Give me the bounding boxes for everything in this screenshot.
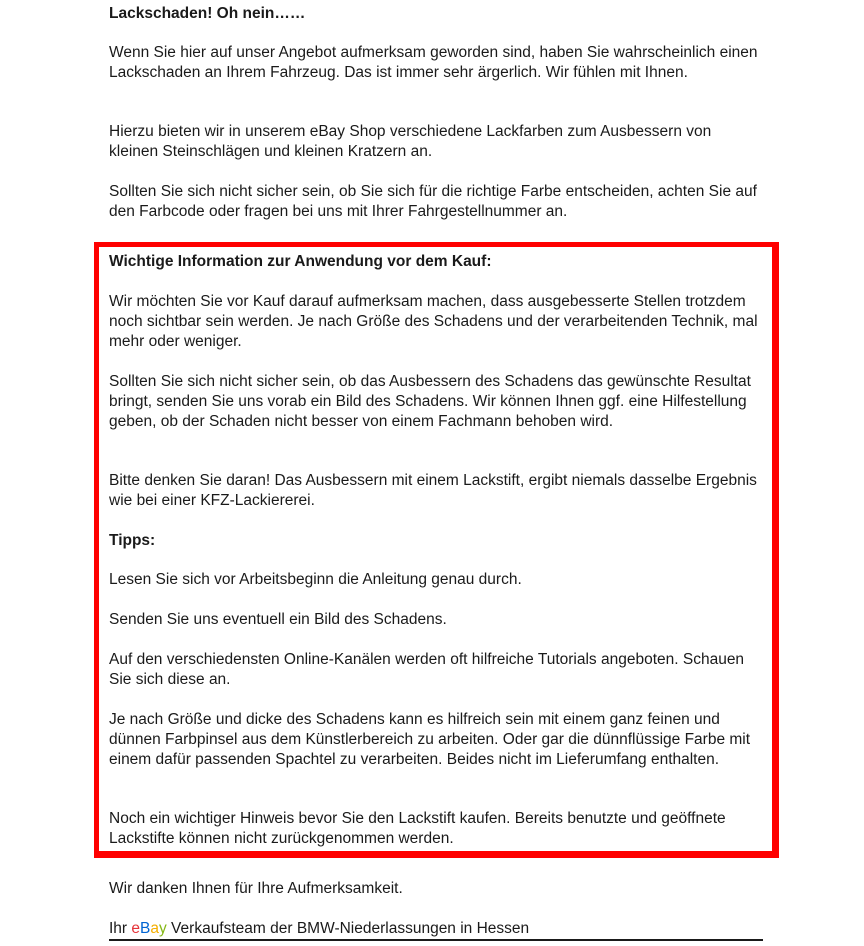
signature-prefix: Ihr (109, 920, 132, 937)
intro-heading: Lackschaden! Oh nein…… (109, 5, 306, 22)
intro-paragraph-1: Wenn Sie hier auf unser Angebot aufmerksam geworden sind, haben Sie wahrscheinlich einen Lackschaden an Ihrem Fahrzeug. Das ist immer sehr ärgerlich. Wir fühlen mit Ihnen. (109, 44, 758, 81)
intro-paragraph-3: Sollten Sie sich nicht sicher sein, ob Sie sich für die richtige Farbe entscheiden, achten Sie auf den Farbcode oder fragen bei uns mit Ihrer Fahrgestellnummer an. (109, 183, 757, 220)
tip-item-4: Je nach Größe und dicke des Schadens kann es hilfreich sein mit einem ganz feinen und dünnen Farbpinsel aus dem Künstlerbereich zu arbeiten. Oder gar die dünnflüssige Farbe mit einem dafür passenden Spachtel zu verarbeiten. Beides nicht im Lieferumfang enthalten. (109, 711, 751, 768)
tip-item-2: Senden Sie uns eventuell ein Bild des Schadens. (109, 611, 447, 628)
tip-item-1: Lesen Sie sich vor Arbeitsbeginn die Anleitung genau durch. (109, 571, 522, 588)
signature-suffix: Verkaufsteam der BMW-Niederlassungen in Hessen (166, 920, 530, 937)
ebay-logo-letter-y: y (159, 920, 167, 937)
tip-item-3: Auf den verschiedensten Online-Kanälen werden oft hilfreiche Tutorials angeboten. Schauen Sie sich diese an. (109, 651, 745, 688)
bottom-divider (109, 939, 763, 941)
tips-heading: Tipps: (109, 532, 156, 549)
tip-item-5: Noch ein wichtiger Hinweis bevor Sie den Lackstift kaufen. Bereits benutzte und geöffnete Lackstifte können nicht zurückgenommen werden. (109, 810, 726, 847)
closing-signature (109, 919, 759, 939)
info-paragraph-2: Sollten Sie sich nicht sicher sein, ob das Ausbessern des Schadens das gewünschte Resultat bringt, senden Sie uns vorab ein Bild des Schadens. Wir können Ihnen ggf. eine Hilfestellung geben, ob der Schaden nicht besser von einem Fachmann behoben wird. (109, 373, 751, 430)
info-paragraph-3: Bitte denken Sie daran! Das Ausbessern mit einem Lackstift, ergibt niemals dasselbe Ergebnis wie bei einer KFZ-Lackiererei. (109, 472, 757, 509)
ebay-logo (131, 920, 166, 937)
closing-thanks: Wir danken Ihnen für Ihre Aufmerksamkeit. (109, 880, 403, 897)
info-paragraph-1: Wir möchten Sie vor Kauf darauf aufmerksam machen, dass ausgebesserte Stellen trotzdem noch sichtbar sein werden. Je nach Größe des Schadens und der verarbeitenden Technik, mal mehr oder weniger. (109, 293, 758, 350)
ebay-logo-letter-a: a (150, 920, 159, 937)
ebay-logo-letter-e: e (131, 920, 141, 937)
ebay-logo-letter-b: B (140, 920, 151, 937)
info-box-heading: Wichtige Information zur Anwendung vor dem Kauf: (109, 253, 492, 270)
intro-paragraph-2: Hierzu bieten wir in unserem eBay Shop verschiedene Lackfarben zum Ausbessern von kleinen Steinschlägen und kleinen Kratzern an. (109, 123, 712, 160)
